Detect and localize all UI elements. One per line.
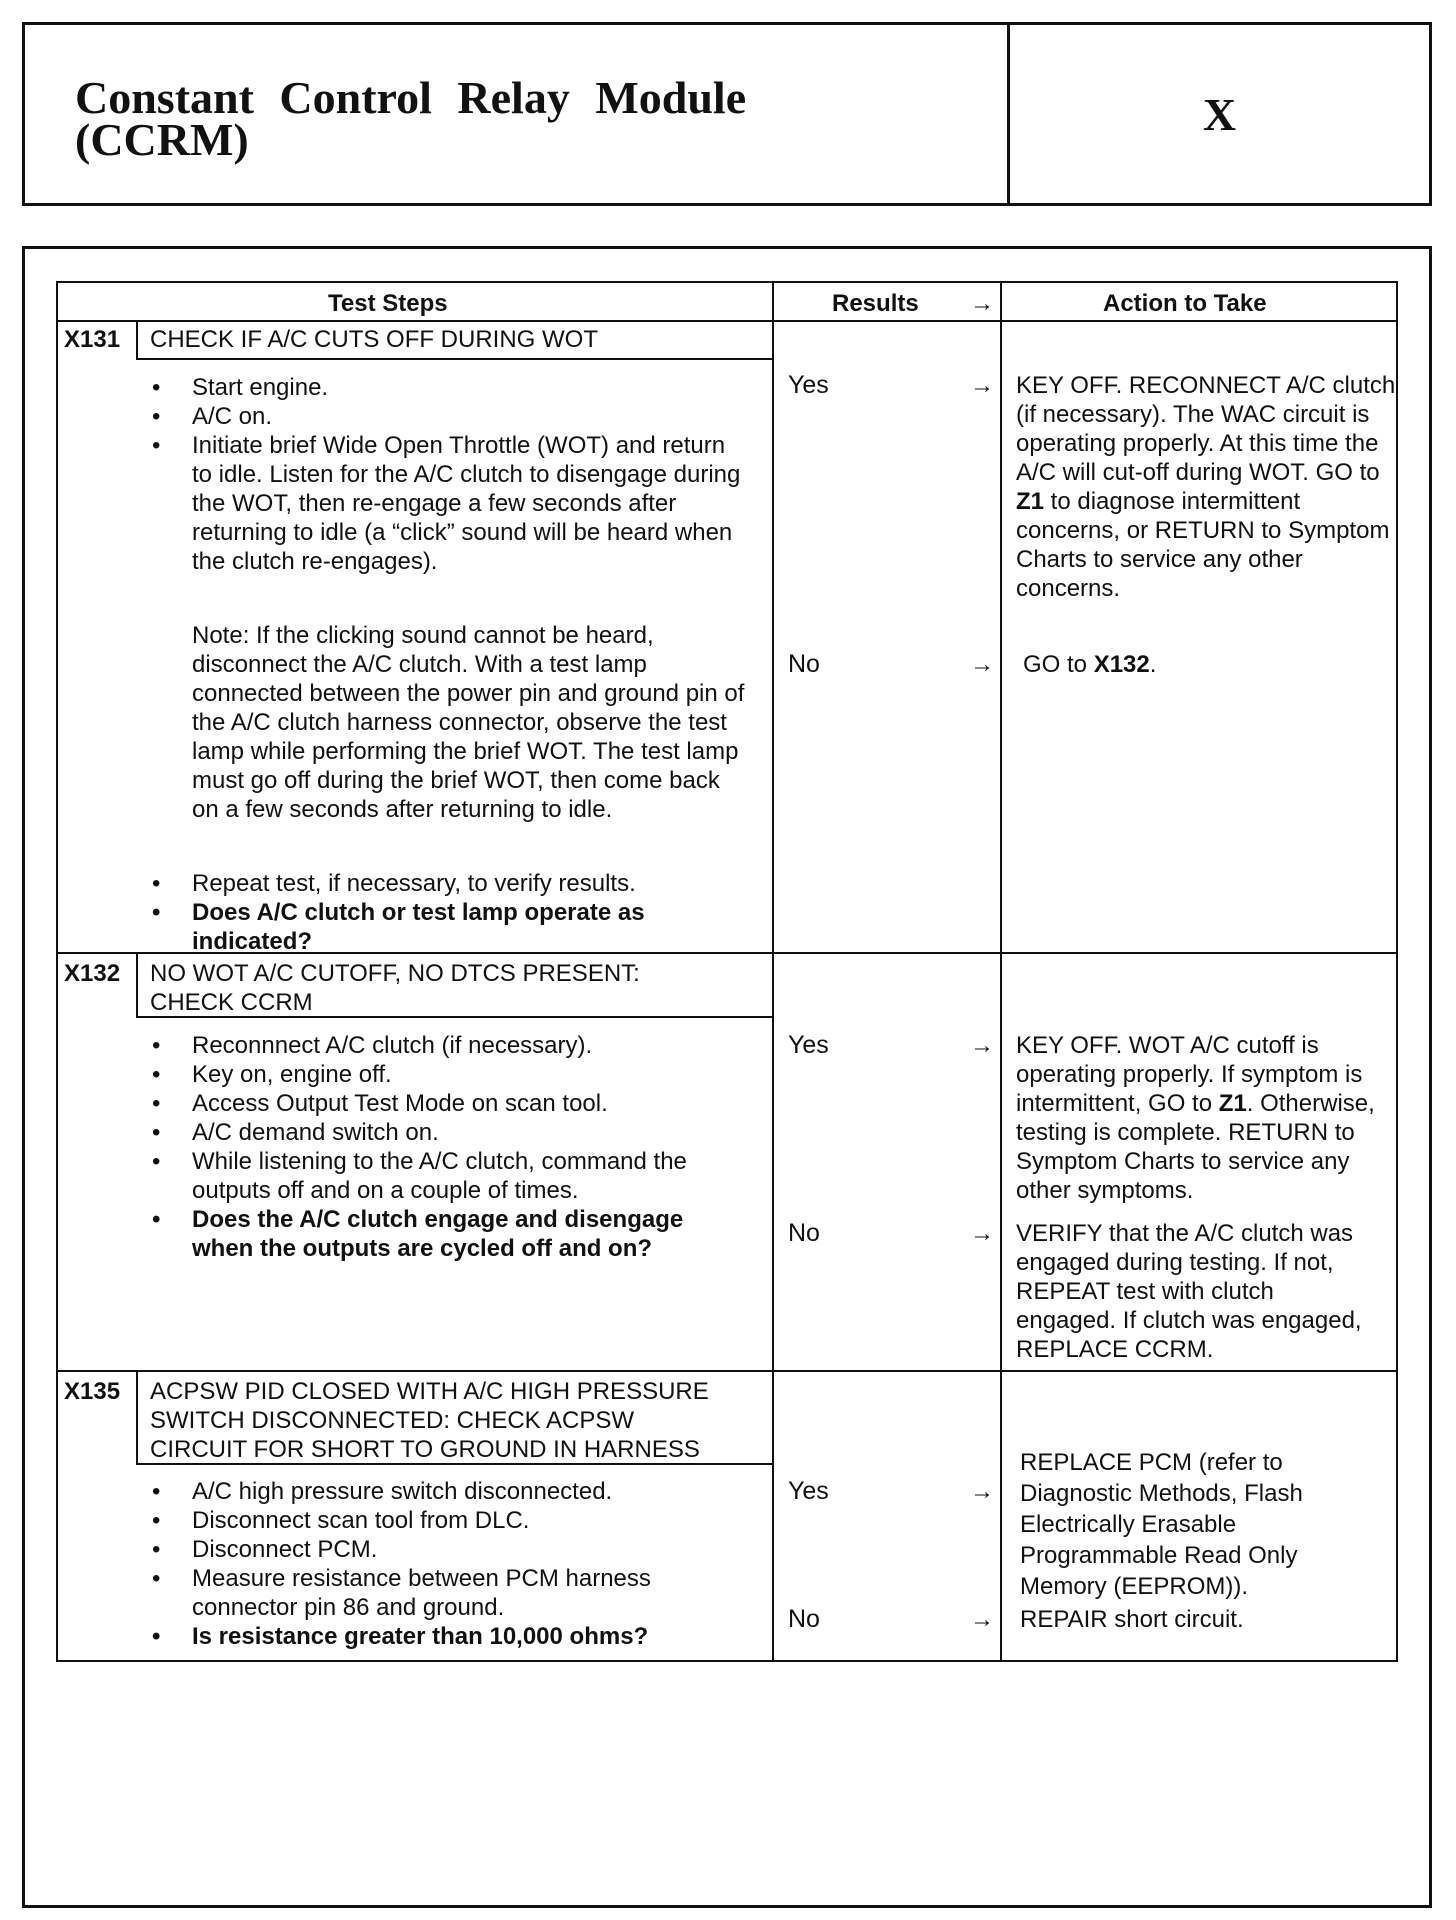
list-item: • Disconnect PCM. [152, 1536, 378, 1563]
x131-id-divider [136, 320, 138, 358]
page-header [22, 22, 1432, 206]
header-rule [58, 320, 1396, 322]
x131-action-yes: KEY OFF. RECONNECT A/C clutch (if necessary). The WAC circuit is operating properly. At this time the A/C will cut-off during WOT. GO to Z1 to diagnose intermittent concerns, or RETURN to Symptom Charts to service any other concerns. [1016, 372, 1396, 602]
x132-id-divider [136, 952, 138, 1016]
step-title-x131: CHECK IF A/C CUTS OFF DURING WOT [150, 326, 598, 353]
list-item: • Start engine. [152, 374, 329, 401]
x131-bullets [142, 373, 742, 576]
list-item: • Measure resistance between PCM harness connector pin 86 and ground. [152, 1565, 651, 1621]
action-column-divider [1000, 283, 1002, 1660]
list-item: • Repeat test, if necessary, to verify results. [152, 870, 636, 897]
x135-title-rule [136, 1463, 772, 1465]
arrow-icon: → [970, 372, 994, 399]
x132-result-no: No [788, 1219, 820, 1247]
step-id-x131: X131 [64, 326, 121, 353]
step-id-x132: X132 [64, 960, 121, 987]
x131-bullets-after [142, 869, 742, 956]
results-column-divider [772, 283, 774, 1660]
x135-result-yes: Yes [788, 1477, 829, 1505]
test-table [56, 281, 1398, 1662]
arrow-icon: → [970, 651, 994, 678]
x131-action-no: GO to X132. [1023, 651, 1157, 678]
list-item: • While listening to the A/C clutch, command the outputs off and on a couple of times. [152, 1148, 687, 1204]
section-letter: X [1202, 88, 1237, 140]
x131-x132-rule [58, 952, 1396, 954]
col-header-test-steps: Test Steps [328, 290, 448, 317]
x135-id-divider [136, 1370, 138, 1463]
x132-x135-rule [58, 1370, 1396, 1372]
page-title [75, 72, 975, 165]
x132-result-yes: Yes [788, 1031, 829, 1059]
arrow-icon: → [970, 1478, 994, 1505]
x135-action-no: REPAIR short circuit. [1020, 1606, 1244, 1633]
arrow-icon: → [970, 1606, 994, 1633]
list-item: • Reconnnect A/C clutch (if necessary). [152, 1032, 593, 1059]
list-item: • Initiate brief Wide Open Throttle (WOT) and return to idle. Listen for the A/C clutch to disengage during the WOT, then re-engage a few seconds after returning to idle (a “click” sound will be heard when the clutch re-engages). [152, 432, 741, 575]
col-header-results: Results [832, 290, 919, 317]
x131-result-no: No [788, 650, 820, 678]
title-line-2: (CCRM) [75, 114, 249, 165]
x135-bullets [142, 1477, 742, 1651]
x131-title-rule [136, 358, 772, 360]
list-item: • A/C high pressure switch disconnected. [152, 1478, 613, 1505]
x132-action-no: VERIFY that the A/C clutch was engaged during testing. If not, REPEAT test with clutch engaged. If clutch was engaged, REPLACE CCRM. [1016, 1220, 1362, 1363]
list-item: • Does the A/C clutch engage and disengage when the outputs are cycled off and on? [152, 1206, 684, 1262]
step-id-x135: X135 [64, 1378, 121, 1405]
x131-note: Note: If the clicking sound cannot be heard, disconnect the A/C clutch. With a test lamp connected between the power pin and ground pin of the A/C clutch harness connector, observe the test lamp while performing the brief WOT. The test lamp must go off during the brief WOT, then come back on a few seconds after returning to idle. [192, 622, 745, 823]
list-item: • Access Output Test Mode on scan tool. [152, 1090, 608, 1117]
x132-bullets [142, 1031, 742, 1263]
arrow-icon: → [970, 1032, 994, 1059]
list-item: • Disconnect scan tool from DLC. [152, 1507, 530, 1534]
list-item: • Key on, engine off. [152, 1061, 392, 1088]
step-title-x135: ACPSW PID CLOSED WITH A/C HIGH PRESSURE SWITCH DISCONNECTED: CHECK ACPSW CIRCUIT FOR SHORT TO GROUND IN HARNESS [150, 1378, 709, 1463]
list-item: • Does A/C clutch or test lamp operate as indicated? [152, 899, 645, 955]
x135-result-no: No [788, 1605, 820, 1633]
list-item: • Is resistance greater than 10,000 ohms? [152, 1623, 649, 1650]
x135-action-yes: REPLACE PCM (refer to Diagnostic Methods, Flash Electrically Erasable Programmable Read Only Memory (EEPROM)). [1020, 1449, 1303, 1600]
list-item: • A/C on. [152, 403, 273, 430]
list-item: • A/C demand switch on. [152, 1119, 439, 1146]
step-title-x132: NO WOT A/C CUTOFF, NO DTCS PRESENT: CHECK CCRM [150, 960, 640, 1016]
arrow-icon: → [970, 1220, 994, 1247]
title-line-1: Constant Control Relay Module [75, 72, 747, 123]
x131-result-yes: Yes [788, 371, 829, 399]
x132-action-yes: KEY OFF. WOT A/C cutoff is operating properly. If symptom is intermittent, GO to Z1. Otherwise, testing is complete. RETURN to Symptom Charts to service any other symptoms. [1016, 1032, 1375, 1204]
col-header-arrow-icon: → [970, 290, 994, 317]
x132-title-rule [136, 1016, 772, 1018]
col-header-action: Action to Take [1103, 290, 1267, 317]
